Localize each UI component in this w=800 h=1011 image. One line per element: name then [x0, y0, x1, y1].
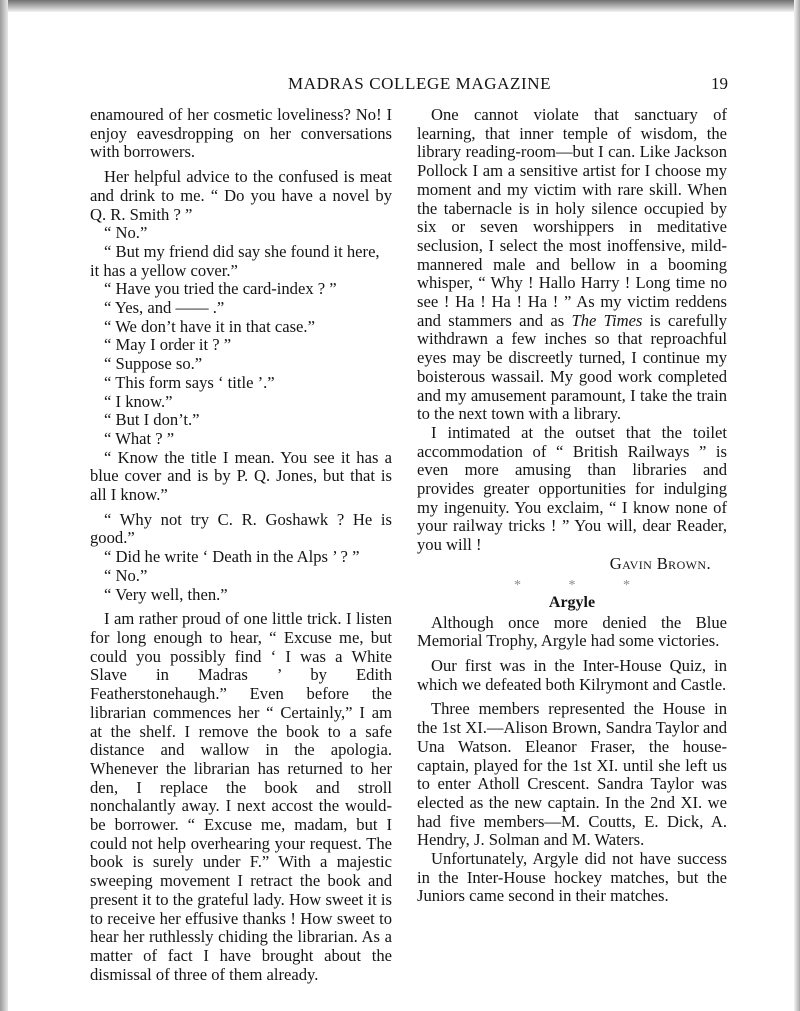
paragraph — [417, 106, 727, 424]
paragraph-text: is carefully withdrawn a few inches so that reproachful eyes may be discreetly turned, I continue my boisterous wassail. My good work completed and my amusement paramount, I take the train to the next town with a library. — [417, 310, 727, 424]
author-signature: Gavin Brown. — [609, 553, 711, 573]
section-divider: * * * — [514, 577, 652, 593]
dialogue-line: “ No.” — [104, 565, 148, 585]
page-edge-top — [0, 0, 800, 12]
magazine-title: MADRAS COLLEGE MAGAZINE — [288, 74, 552, 93]
page-edge-left — [0, 0, 8, 1011]
left-column — [90, 106, 392, 984]
dialogue-line: “ May I order it ? ” — [104, 335, 232, 355]
newspaper-title: The Times — [571, 310, 643, 330]
dialogue-line: “ No.” — [104, 223, 148, 243]
dialogue-line: “ But I don’t.” — [104, 410, 200, 430]
paragraph: Three members represented the House in the 1st XI.—Alison Brown, Sandra Taylor and Una Watson. Eleanor Fraser, the house-captain, played for the 1st XI. until she left us to enter Atholl Crescent. Sandra Taylor was elected as the new captain. In the 2nd XI. we had five members—M. Coutts, E. Dick, A. Hendry, J. Solman and M. Waters. — [417, 699, 727, 850]
dialogue-line: “ Very well, then.” — [104, 584, 228, 604]
paragraph: Her helpful advice to the confused is meat and drink to me. “ Do you have a novel by Q. R. Smith ? ” — [90, 167, 392, 224]
dialogue-line: “ Yes, and —— .” — [104, 298, 225, 318]
dialogue-line: “ Know the title I mean. You see it has a blue cover and is by P. Q. Jones, but that is all I know.” — [90, 447, 392, 505]
paragraph: Our first was in the Inter-House Quiz, in which we defeated both Kilrymont and Castle. — [417, 655, 727, 694]
page-edge-right — [794, 0, 800, 1011]
dialogue-line: “ What ? ” — [104, 428, 175, 448]
dialogue-line: “ Did he write ‘ Death in the Alps ’ ? ” — [104, 547, 360, 567]
dialogue-line: “ Suppose so.” — [104, 354, 203, 374]
dialogue-line: “ We don’t have it in that case.” — [104, 316, 315, 336]
dialogue-line: “ Have you tried the card-index ? ” — [104, 279, 337, 299]
paragraph: Unfortunately, Argyle did not have success in the Inter-House hockey matches, but the Juniors came second in their matches. — [417, 849, 727, 906]
running-head — [90, 74, 728, 96]
dialogue-line: “ This form says ‘ title ’.” — [104, 372, 275, 392]
paragraph: Although once more denied the Blue Memorial Trophy, Argyle had some victories. — [417, 612, 727, 651]
page-number: 19 — [711, 74, 728, 93]
dialogue-line: “ But my friend did say she found it here, it has a yellow cover.” — [90, 241, 380, 280]
dialogue-line: “ I know.” — [104, 391, 173, 411]
dialogue-line: “ Why not try C. R. Goshawk ? He is good.” — [90, 509, 392, 548]
right-column — [417, 106, 727, 906]
paragraph-text: One cannot violate that sanctuary of learning, that inner temple of wisdom, the library reading-room—but I can. Like Jackson Pollock I am a sensitive artist for I choose my moment and my victim with rare skill. When the tabernacle is in holy silence occupied by six or seven worshippers in meditative seclusion, I select the most inoffensive, mild-mannered male and bellow in a booming whisper, “ Why ! Hallo Harry ! Long time no see ! Ha ! Ha ! Ha ! ” As my victim reddens and stammers and as — [417, 105, 727, 330]
paragraph: I am rather proud of one little trick. I listen for long enough to hear, “ Excuse me, but could you possibly find ‘ I was a White Slave in Madras ’ by Edith Featherstonehaugh.” Even before the librarian commences her “ Certainly,” I am at the shelf. I remove the book to a safe distance and wallow in the apologia. Whenever the librarian has returned to her den, I replace the book and stroll nonchalantly away. I next accost the would-be borrower. “ Excuse me, madam, but I could not help overhearing your request. The book is surely under F.” With a majestic sweeping movement I retract the book and present it to the grateful lady. How sweet it is to receive her effusive thanks ! How sweet to hear her ruthlessly chiding the librarian. As a matter of fact I have brought about the dismissal of three of them already. — [90, 609, 392, 984]
paragraph: I intimated at the outset that the toilet accommodation of “ British Railways ” is even more amusing than libraries and provides greater opportunities for indulging my ingenuity. You exclaim, “ I know none of your railway tricks ! ” You will, dear Reader, you will ! — [417, 422, 727, 555]
paragraph: enamoured of her cosmetic loveliness? No! I enjoy eavesdropping on her conversations with borrowers. — [90, 105, 392, 162]
section-heading: Argyle — [548, 593, 596, 611]
